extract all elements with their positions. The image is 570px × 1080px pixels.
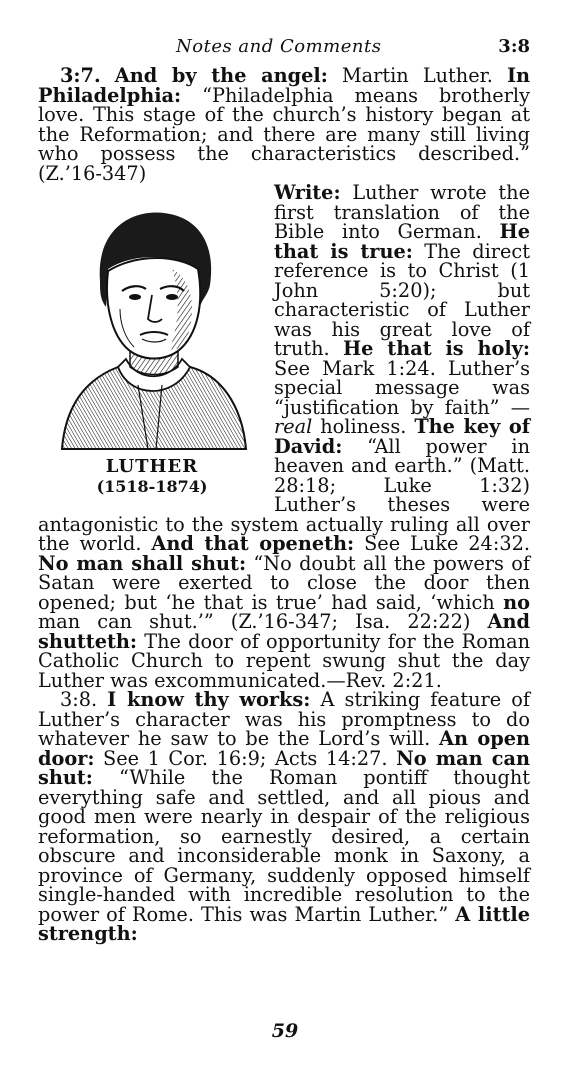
verse-ref: 3:7. — [60, 64, 101, 87]
note-text: See Mark 1:24. Luther’s special message was “justification by faith” — [274, 356, 530, 419]
note-heading: And by the angel: — [114, 64, 328, 87]
note-text: Martin Luther. — [327, 64, 507, 87]
note-text: The direct reference is to Christ (1 John 5:20); but characteristic of Luther was his great love of truth. — [274, 239, 530, 360]
paragraph-3-8 — [38, 690, 530, 944]
portrait-caption-name: LUTHER — [105, 456, 199, 477]
note-heading: I know thy works: — [107, 688, 311, 711]
verse-ref: 3:8. — [60, 688, 98, 711]
luther-portrait — [38, 187, 266, 507]
note-text: See 1 Cor. 16:9; Acts 14:27. — [94, 746, 397, 770]
note-text: holiness. — [312, 415, 415, 438]
luther-engraving-image — [52, 199, 252, 455]
note-text: “No doubt all the powers of Satan were exerted to close the door then opened; but ‘he that is true’ had said, ‘which — [38, 551, 530, 614]
portrait-caption-years: (1518-1874) — [96, 477, 208, 496]
note-bold: no — [503, 590, 530, 614]
note-text: See Luke 24:32. — [354, 532, 530, 555]
note-heading: An open door: — [38, 727, 530, 770]
note-heading: The key of David: — [274, 415, 530, 458]
note-heading: A little strength: — [38, 902, 530, 945]
page-number: 59 — [271, 1020, 299, 1042]
note-heading: He that is holy: — [342, 337, 531, 360]
paragraph-3-7 — [38, 66, 530, 183]
note-heading: No man can shut: — [38, 746, 530, 789]
note-italic: — real — [274, 395, 530, 438]
header-title: Notes and Comments — [176, 36, 382, 57]
note-heading: He that is true: — [274, 220, 530, 263]
note-text: The door of opportunity for the Roman Catholic Church to repent swung shut the day Luther was excommunicated.—Rev. 2:21. — [38, 629, 530, 692]
note-heading: Write: — [274, 181, 341, 204]
note-text: Luther wrote the first translation of the Bible into German. — [274, 181, 530, 243]
note-heading: No man shall shut: — [38, 551, 247, 575]
note-heading: In Philadelphia: — [38, 64, 530, 107]
body-text — [38, 66, 530, 944]
note-heading: And shutteth: — [38, 610, 530, 653]
note-text: “While the Roman pontiff thought everything safe and settled, and all pious and good men were nearly in despair of the religious reformation, so earnestly desired, a certain obscure and inconsiderable monk in Saxony, a province of Germany, suddenly opposed himself single-handed with incredible resolution to the power of Rome. This was Martin Luther.” — [38, 766, 530, 926]
running-header — [38, 36, 532, 58]
note-text: “All power in heaven and earth.” (Matt. 28:18; Luke 1:32) Luther’s theses were antagonistic to the system actually ruling all over the world. — [38, 434, 530, 555]
note-text: man can shut.’” (Z.’16-347; Isa. 22:22) — [38, 610, 488, 633]
note-text: “Philadelphia means brotherly love. This stage of the church’s history began at the Reformation; and there are many still living who possess the characteristics described.” (Z.’16-347) — [38, 83, 530, 185]
header-chapter-ref: 3:8 — [498, 36, 530, 57]
note-heading: And that openeth: — [151, 532, 355, 555]
note-text: A striking feature of Luther’s character was his promptness to do whatever he saw to be the Lord’s will. — [38, 688, 530, 750]
